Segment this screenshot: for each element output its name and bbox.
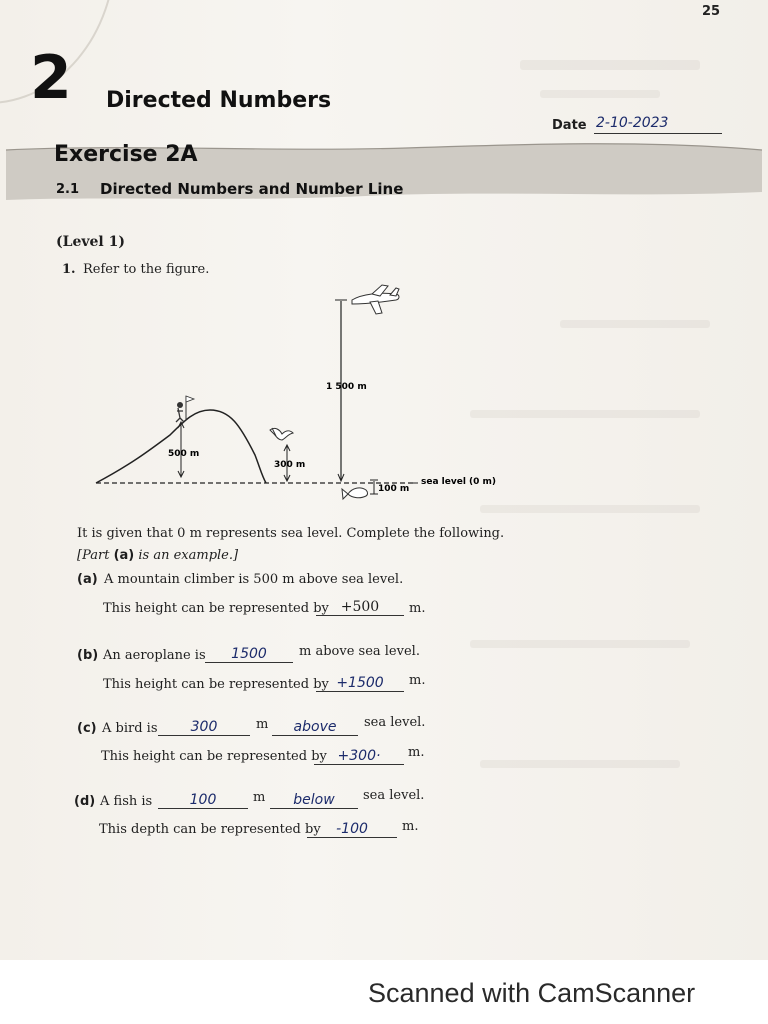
part-b-answer-2[interactable]: +1500 [316, 675, 404, 692]
part-a-prompt: This height can be represented by [103, 601, 329, 616]
chapter-number: 2 [30, 43, 72, 113]
bird-icon [270, 428, 293, 440]
part-b-unit: m. [409, 673, 426, 688]
part-b-answer-1[interactable]: 1500 [205, 646, 293, 663]
question-text: Refer to the figure. [83, 262, 210, 277]
section-number: 2.1 [56, 182, 80, 197]
date-field[interactable]: 2-10-2023 [594, 115, 722, 134]
instructions: It is given that 0 m represents sea level. Complete the following. [77, 526, 505, 541]
aeroplane-icon [352, 285, 399, 314]
section-title: Directed Numbers and Number Line [100, 180, 404, 198]
level-heading: (Level 1) [56, 234, 125, 250]
show-through-mark [470, 640, 690, 648]
climber-icon [176, 396, 194, 422]
part-c-unit-2: m. [408, 745, 425, 760]
label-sea-level: sea level (0 m) [421, 477, 497, 487]
chapter-title: Directed Numbers [106, 88, 332, 113]
part-c-answer-3[interactable]: +300· [314, 748, 404, 765]
part-d-suffix-1: sea level. [363, 788, 425, 803]
part-a-unit: m. [409, 601, 426, 616]
scanner-watermark: Scanned with CamScanner [368, 978, 696, 1008]
part-d-answer-1[interactable]: 100 [158, 792, 248, 809]
part-d-answer-3[interactable]: -100 [307, 821, 397, 838]
part-d-unit-1: m [253, 790, 266, 805]
exercise-title: Exercise 2A [54, 142, 198, 167]
part-c-suffix-1: sea level. [364, 715, 426, 730]
sea-level-figure [90, 280, 510, 510]
part-c-unit-1: m [256, 717, 269, 732]
show-through-mark [560, 320, 710, 328]
part-a-statement: A mountain climber is 500 m above sea level. [104, 572, 404, 587]
part-a-answer: +500 [316, 599, 404, 616]
part-c-label: (c) [77, 721, 97, 736]
part-d-prompt-2: This depth can be represented by [99, 822, 321, 837]
part-c-answer-2[interactable]: above [272, 719, 358, 736]
part-b-suffix-1: m above sea level. [299, 644, 420, 659]
part-b-prompt-2: This height can be represented by [103, 677, 329, 692]
part-b-label: (b) [77, 648, 99, 663]
part-d-answer-2[interactable]: below [270, 792, 358, 809]
label-500m: 500 m [168, 449, 200, 459]
label-100m: 100 m [378, 484, 410, 494]
part-d-label: (d) [74, 794, 96, 809]
show-through-mark [540, 90, 660, 98]
example-note: [Part (a) is an example.] [77, 548, 239, 563]
part-d-unit-2: m. [402, 819, 419, 834]
page-number: 25 [702, 4, 721, 19]
part-c-answer-1[interactable]: 300 [158, 719, 250, 736]
part-c-prompt-1: A bird is [102, 721, 158, 736]
question-number: 1. [62, 262, 76, 277]
part-d-prompt-1: A fish is [100, 794, 153, 809]
show-through-mark [520, 60, 700, 70]
label-1500m: 1 500 m [326, 382, 367, 392]
fish-icon [342, 488, 368, 499]
part-b-prompt-1: An aeroplane is [103, 648, 206, 663]
show-through-mark [480, 505, 700, 513]
label-300m: 300 m [274, 460, 306, 470]
show-through-mark [480, 760, 680, 768]
part-c-prompt-2: This height can be represented by [101, 749, 327, 764]
part-a-label: (a) [77, 572, 98, 587]
date-label: Date [552, 118, 587, 133]
